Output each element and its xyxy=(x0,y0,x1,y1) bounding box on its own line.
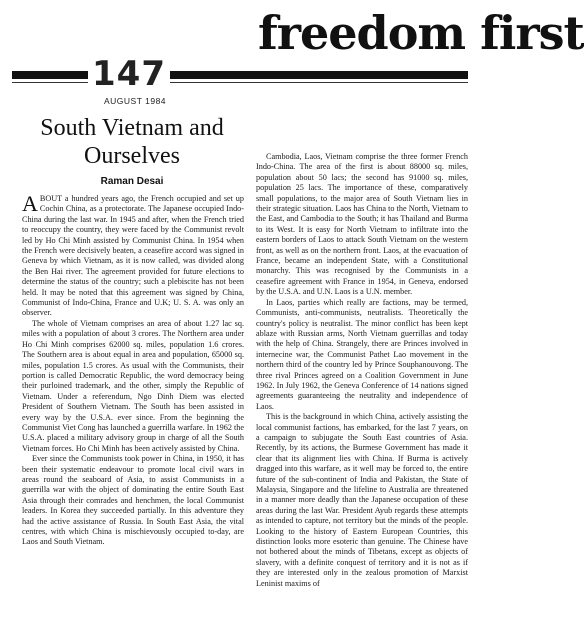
drop-cap: A xyxy=(22,191,38,216)
masthead-logo: freedom first xyxy=(258,6,584,60)
header-rule-thin xyxy=(12,82,468,83)
article-paragraph: In Laos, parties which really are factions, may be termed, Communists, anti-communists, neutralists. Theoretically the country's policy is neutralist. The minor conflict has been kept ablaze with Russian arms, North Vietnam guerrillas and today with the help of China. Strangely, there are Princes involved in internecine war, the Communist Pathet Lao movement in the northern third of the country led by Prince Souphanouvong. The three rival Princes agreed on a Coalition Government in June 1962. In July 1962, the Geneva Conference of 14 nations signed agreements guaranteeing the neutrality and independence of Laos. xyxy=(256,297,468,411)
article-paragraph xyxy=(22,191,244,319)
article-paragraph: This is the background in which China, actively assisting the local communist factions, has embarked, for the last 7 years, on a campaign to subjugate the South East countries of Asia. Recently, by its actions, the Burmese Government has made it clear that its alignment lies with China. If Burma is actively dragged into this warfare, as it well may be forced to, the entire future of the sub-continent of India and Pakistan, the State of Malaysia, Singapore and the lifeline to Australia are threatened in a manner more deadly than the Japanese occupation of these areas during the last War. President Ayub regards these attempts as intended to capture, not territory but the minds of the people. Looking to the history of Eastern European Countries, this distinction looks more esoteric than genuine. The Chinese have not bothered about the minds of Tibetans, except as objects of slavery, with a definite conquest of territory and it is not as if they are interested only in the zealous promotion of Marxist Leninist maxims of xyxy=(256,412,468,588)
article-title: South Vietnam and Ourselves xyxy=(40,115,224,169)
article-paragraph: The whole of Vietnam comprises an area of about 1.27 lac sq. miles with a population of about 3 crores. The Northern area under Ho Chi Minh comprises 62000 sq. miles, population 1.6 crores. The Southern area is about equal in area and population, 65000 sq. miles, population 1.5 crores. As usual with the Communists, their portion is called Democratic Republic, the word democracy being their purloined trademark, and the other, simply the Republic of Vietnam. Under a referendum, Ngo Dinh Diem was elected President of Southern Vietnam. The South has been assisted in every way by the U.S.A. ever since. From the beginning the Communist Viet Cong has launched a guerrilla warfare. In 1962 the U.S.A. placed a military advisory group in charge of all the South Vietnam forces. Ho Chi Minh has been actively assisted by China. xyxy=(22,318,244,453)
issue-date: AUGUST 1984 xyxy=(104,96,167,106)
issue-number: 147 xyxy=(88,56,170,92)
header-rule xyxy=(12,62,468,88)
article-paragraph: Cambodia, Laos, Vietnam comprise the three former French Indo-China. The area of the first is about 88000 sq. miles, population about 50 lacs; the second has 91000 sq. miles, population 25 lacs. The importance of these, comparatively small populations, to the major area of South Vietnam lies in their strategic situation. Laos has China to the North, Vietnam to the East, and Cambodia to the South; it has Thailand and Burma to its West. It is easy for North Vietnam to infiltrate into the eastern borders of Laos to attack South Vietnam on the western front, as well as on the northern front. Laos, at the evacuation of France, became an independent State, with a Constitutional monarchy. This was recognised by the Communists in a ceasefire agreement with France in 1954, in Geneva, endorsed by the U.S.A. and U.N. Laos is a U.N. member. xyxy=(256,152,468,297)
article-column-right xyxy=(256,152,468,589)
paragraph-text: BOUT a hundred years ago, the French occupied and set up Cochin China, as a protectorate. The Japanese occupied Indo-China during the last war. In 1945 and after, when the French tried to reoccupy the country, they were faced by the Communist revolt led by Ho Chi Minh assisted by Communist China. In 1954 when the French were decisively beaten, a ceasefire accord was signed in Geneva by which Vietnam, as it is now called, was divided along the Ben Hai river. The agreement provided for future elections to determine the status of the country; such a plebiscite has not been held. It may be noted that this agreement was signed by China, Communist of Indo-China, France and U.K; U. S. A. was only an observer. xyxy=(22,194,244,318)
header-rule-thick xyxy=(12,71,468,79)
article-paragraph: Ever since the Communists took power in China, in 1950, it has been their systematic endeavour to promote local civil wars in areas round the seaboard of Asia, to assist Communists in a guerrilla war with the object of dominating the entire South East Asia through their comrades and henchmen, the local Communist leaders. In Korea they succeeded partially. In this adventure they had the active assistance of Russia. In South East Asia, the vital centres, with which China is mischievously occupied to-day, are Laos and South Vietnam. xyxy=(22,454,244,547)
article-column-left xyxy=(22,191,244,548)
article-author: Raman Desai xyxy=(100,176,164,187)
